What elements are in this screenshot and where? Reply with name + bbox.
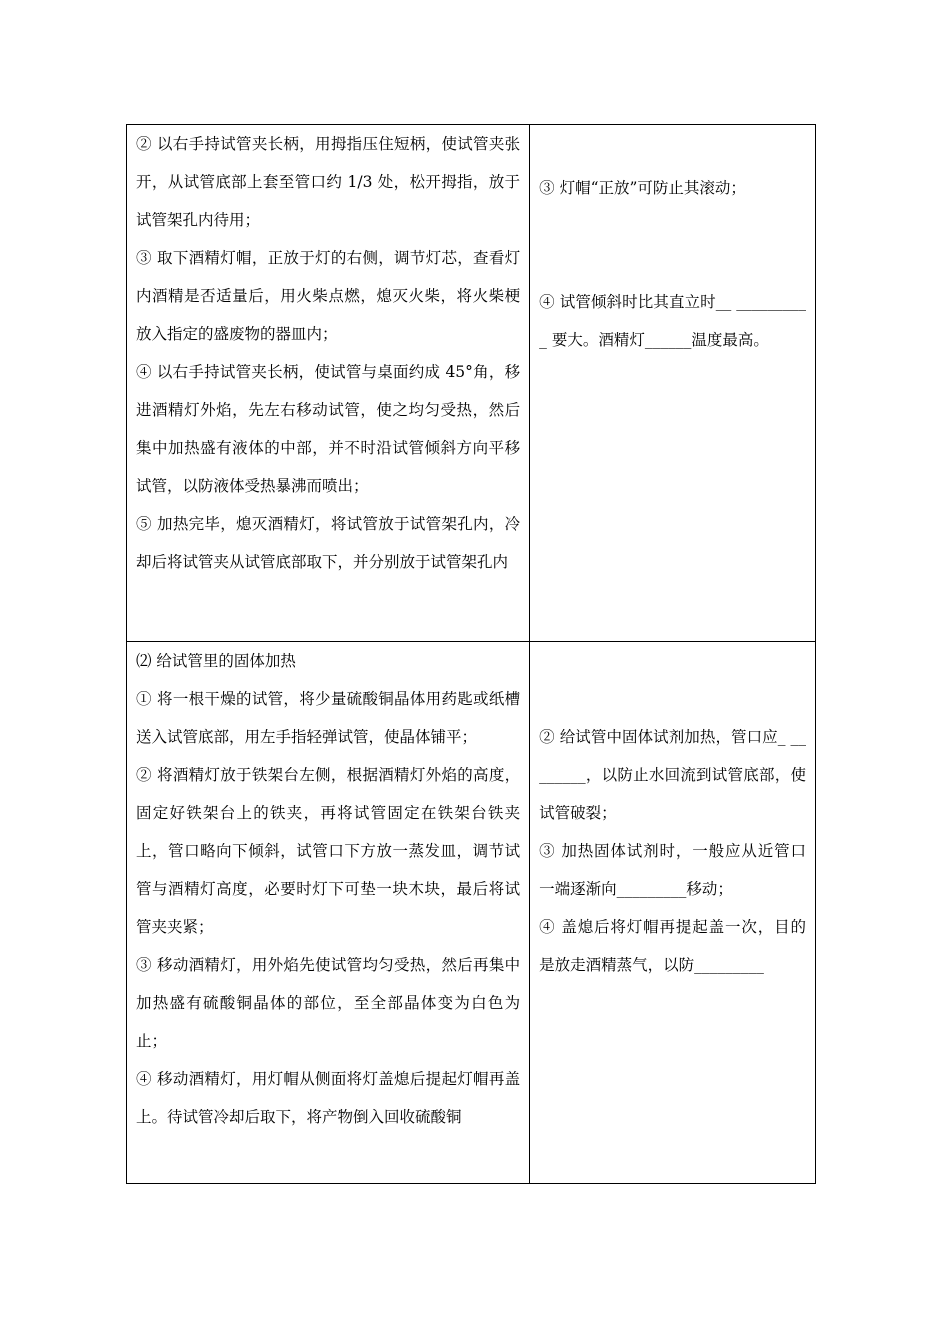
spacer <box>539 642 806 718</box>
step-paragraph: ① 将一根干燥的试管，将少量硫酸铜晶体用药匙或纸槽送入试管底部，用左手指轻弹试管，使晶体铺平； <box>136 690 521 746</box>
note-paragraph: ③ 加热固体试剂时，一般应从近管口一端逐渐向_________移动； <box>539 842 806 898</box>
step-paragraph: ④ 以右手持试管夹长柄，使试管与桌面约成 45°角，移进酒精灯外焰，先左右移动试管，使之均匀受热，然后集中加热盛有液体的中部，并不时沿试管倾斜方向平移试管，以防液体受热暴沸而喷出； <box>136 363 521 495</box>
step-paragraph: ④ 移动酒精灯，用灯帽从侧面将灯盖熄后提起灯帽再盖上。待试管冷却后取下，将产物倒入回收硫酸铜 <box>136 1070 521 1126</box>
step-paragraph: ③ 取下酒精灯帽，正放于灯的右侧，调节灯芯，查看灯内酒精是否适量后，用火柴点燃，熄灭火柴，将火柴梗放入指定的盛废物的器皿内； <box>136 249 521 343</box>
spacer <box>539 207 806 283</box>
note-paragraph: ④ 盖熄后将灯帽再提起盖一次，目的是放走酒精蒸气，以防_________ <box>539 918 806 974</box>
note-paragraph: ③ 灯帽“正放”可防止其滚动； <box>539 179 746 197</box>
table-row <box>127 642 816 1184</box>
row2-right-cell <box>530 642 816 1184</box>
step-paragraph: ⑤ 加热完毕，熄灭酒精灯，将试管放于试管架孔内，冷却后将试管夹从试管底部取下，并分别放于试管架孔内 <box>136 515 521 571</box>
row1-left-cell <box>127 125 530 642</box>
row1-right-cell <box>530 125 816 642</box>
note-paragraph: ② 给试管中固体试剂加热，管口应_ ________，以防止水回流到试管底部，使试管破裂； <box>539 728 806 822</box>
step-paragraph: ② 将酒精灯放于铁架台左侧，根据酒精灯外焰的高度，固定好铁架台上的铁夹，再将试管固定在铁架台铁夹上，管口略向下倾斜，试管口下方放一蒸发皿，调节试管与酒精灯高度，必要时灯下可垫一块木块，最后将试管夹夹紧； <box>136 766 521 936</box>
step-paragraph: ② 以右手持试管夹长柄，用拇指压住短柄，使试管夹张开，从试管底部上套至管口约 1/3 处，松开拇指，放于试管架孔内待用； <box>136 135 521 229</box>
table-row <box>127 125 816 642</box>
section-title: ⑵ 给试管里的固体加热 <box>136 652 296 670</box>
step-paragraph: ③ 移动酒精灯，用外焰先使试管均匀受热，然后再集中加热盛有硫酸铜晶体的部位，至全部晶体变为白色为止； <box>136 956 521 1050</box>
note-paragraph: ④ 试管倾斜时比其直立时__ __________ 要大。酒精灯______温度最高。 <box>539 293 806 349</box>
spacer <box>539 125 806 169</box>
experiment-table <box>126 124 816 1184</box>
row2-left-cell <box>127 642 530 1184</box>
